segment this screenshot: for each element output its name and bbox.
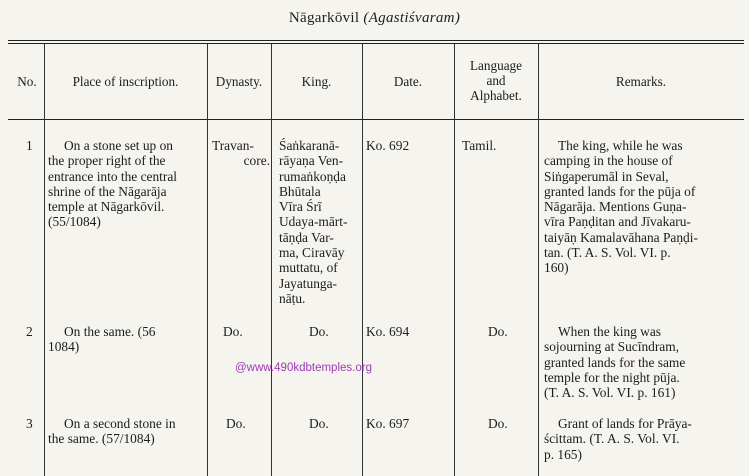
text-line: rāyaṇa Ven- xyxy=(279,153,344,169)
row1-date: Ko. 692 xyxy=(366,138,410,153)
text-line: Travan- xyxy=(212,138,254,153)
text-line: muttatu, of xyxy=(279,260,338,276)
text-line: The king, while he was xyxy=(558,138,683,153)
row3-remarks xyxy=(544,416,741,462)
title-main: Nāgarkōvil xyxy=(288,10,360,26)
text-line: Jayatunga- xyxy=(279,275,338,291)
row2-remarks xyxy=(544,324,741,400)
text-line: entrance into the central xyxy=(48,168,178,184)
row3-no: 3 xyxy=(26,416,33,431)
text-line: Nāgarāja. Mentions Guṇa- xyxy=(544,199,687,215)
header-language-line: Language xyxy=(470,58,522,73)
row3-king: Do. xyxy=(309,416,329,431)
text-line: camping in the house of xyxy=(544,153,673,169)
text-line: temple for the night pūja. xyxy=(544,369,680,385)
header-date: Date. xyxy=(393,74,423,89)
row1-dynasty xyxy=(212,138,270,169)
header-king: King. xyxy=(301,74,332,89)
row1-no: 1 xyxy=(26,138,33,153)
text-line: rumaṅkoṇḍa xyxy=(279,168,346,184)
text-line: 1084) xyxy=(48,339,80,355)
header-bottom-rule xyxy=(8,119,744,120)
text-line: granted lands for the same xyxy=(544,354,686,370)
table-top-rule xyxy=(8,40,744,41)
column-divider xyxy=(44,44,45,476)
text-line: p. 165) xyxy=(544,446,582,462)
text-line: core. xyxy=(243,153,270,169)
row2-king: Do. xyxy=(309,324,329,339)
text-line: When the king was xyxy=(558,324,662,339)
text-line: ścittam. (T. A. S. Vol. VI. xyxy=(544,431,680,447)
column-divider xyxy=(538,44,539,476)
table-top-rule-double xyxy=(8,43,744,44)
text-line: taiyāṇ Kamalavāhana Paṇḍi- xyxy=(544,229,698,245)
text-line: shrine of the Nāgarāja xyxy=(48,183,167,199)
column-divider xyxy=(362,44,363,476)
text-line: granted lands for the pūja of xyxy=(544,183,696,199)
header-remarks: Remarks. xyxy=(615,74,667,89)
header-place: Place of inscription. xyxy=(72,74,179,89)
text-line: ma, Ciravāy xyxy=(279,245,345,261)
column-divider xyxy=(271,44,272,476)
header-no: No. xyxy=(17,74,37,89)
header-language-line: and xyxy=(486,73,506,88)
text-line: 160) xyxy=(544,260,569,276)
title-subtitle: (Agastiśvaram) xyxy=(363,10,461,26)
row3-language: Do. xyxy=(488,416,508,431)
watermark: @www.490kdbtemples.org xyxy=(235,362,372,374)
text-line: On a second stone in xyxy=(64,416,176,431)
row2-dynasty: Do. xyxy=(223,324,243,339)
column-divider xyxy=(454,44,455,476)
header-language xyxy=(454,58,538,103)
text-line: nāṭu. xyxy=(279,290,306,306)
row2-place xyxy=(48,324,205,355)
text-line: tāṇḍa Var- xyxy=(279,229,334,245)
row1-place xyxy=(48,138,205,230)
row1-language: Tamil. xyxy=(462,138,497,153)
row2-no: 2 xyxy=(26,324,33,339)
row1-remarks xyxy=(544,138,741,276)
text-line: Bhūtala xyxy=(279,183,321,199)
header-language-line: Alphabet. xyxy=(470,88,522,103)
row2-date: Ko. 694 xyxy=(366,324,410,339)
text-line: Grant of lands for Prāya- xyxy=(558,416,692,431)
column-divider xyxy=(207,44,208,476)
text-line: the proper right of the xyxy=(48,153,166,169)
row3-place xyxy=(48,416,205,447)
text-line: sojourning at Sucīndram, xyxy=(544,339,680,355)
text-line: Udaya-mārt- xyxy=(279,214,348,230)
page-title xyxy=(0,10,749,27)
text-line: tan. (T. A. S. Vol. VI. p. xyxy=(544,245,671,261)
text-line: Siṅgaperumāl in Seval, xyxy=(544,168,669,184)
text-line: temple at Nāgarkōvil. xyxy=(48,199,165,215)
row3-dynasty: Do. xyxy=(226,416,246,431)
text-line: vīra Paṇḍitan and Jīvakaru- xyxy=(544,214,691,230)
text-line: On a stone set up on xyxy=(64,138,173,153)
row3-date: Ko. 697 xyxy=(366,416,410,431)
text-line: (T. A. S. Vol. VI. p. 161) xyxy=(544,385,676,401)
text-line: (55/1084) xyxy=(48,214,101,230)
row2-language: Do. xyxy=(488,324,508,339)
header-dynasty: Dynasty. xyxy=(215,74,263,89)
text-line: the same. (57/1084) xyxy=(48,431,155,447)
text-line: On the same. (56 xyxy=(64,324,156,339)
text-line: Śaṅkaranā- xyxy=(279,138,340,153)
text-line: Vīra Śrī xyxy=(279,199,322,215)
row1-king xyxy=(279,138,361,306)
